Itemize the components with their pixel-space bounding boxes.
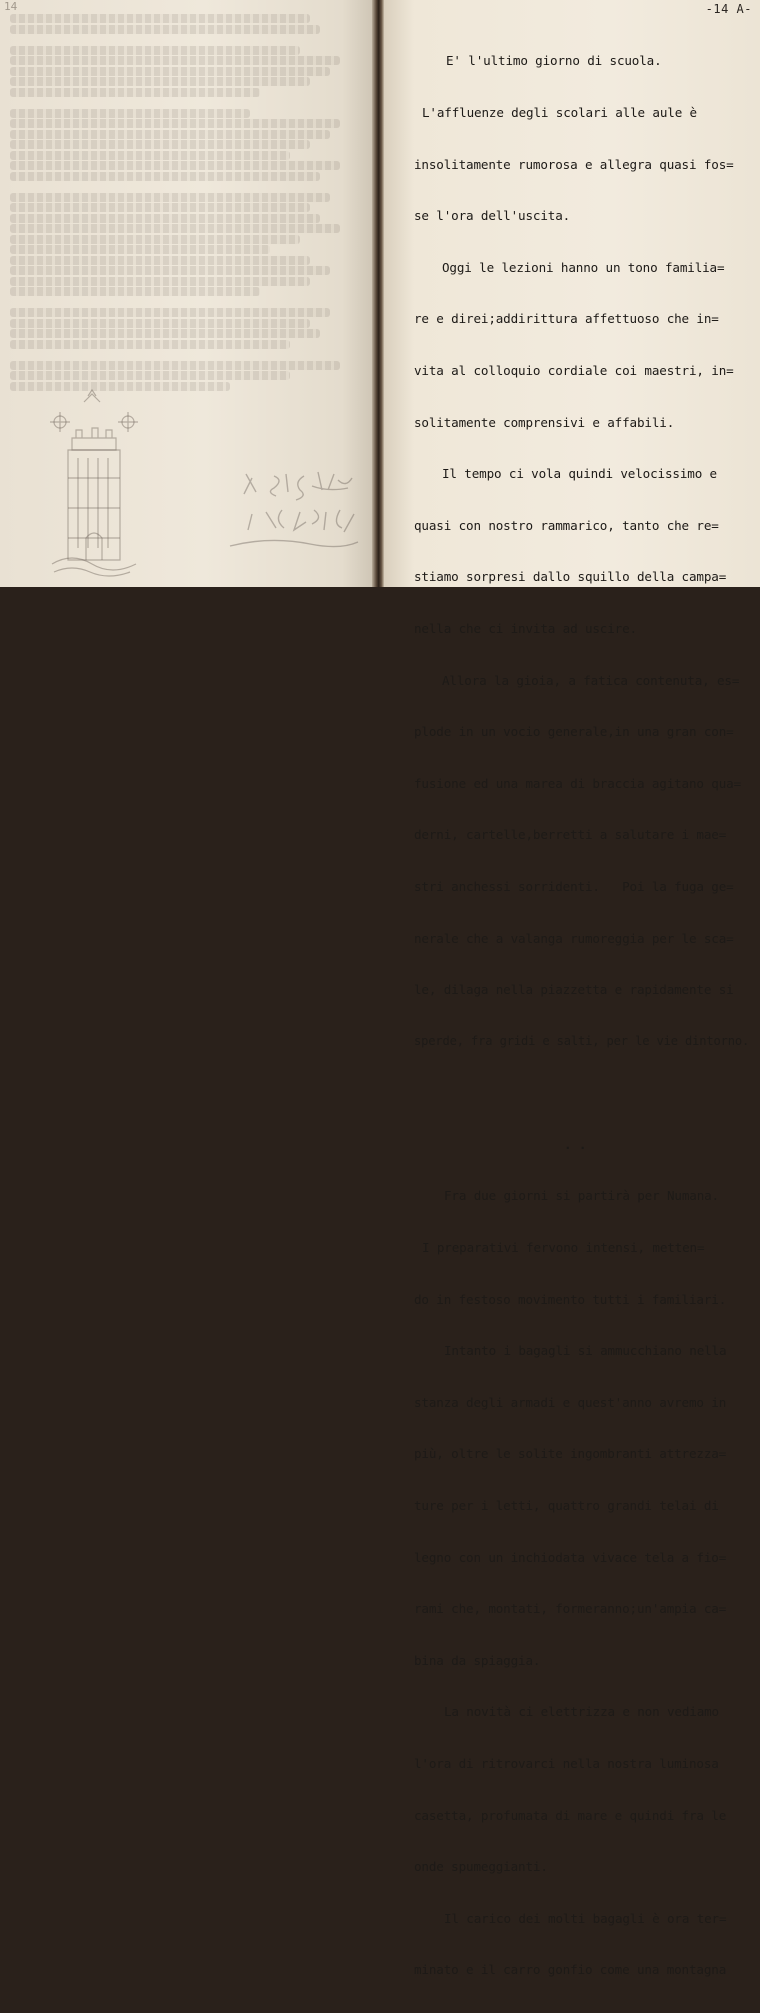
- bleed-through-line: [10, 256, 310, 265]
- text-line: Il tempo ci vola quindi velocissimo e: [442, 466, 717, 482]
- text-line: onde spumeggianti.: [414, 1859, 548, 1875]
- bleed-through-line: [10, 214, 320, 223]
- text-line: do in festoso movimento tutti i familiari.: [414, 1291, 727, 1307]
- bleed-through-line: [10, 203, 310, 212]
- book-gutter: [372, 0, 384, 587]
- text-line: quasi con nostro rammarico, tanto che re=: [414, 517, 719, 533]
- bleed-through-line: [10, 14, 310, 23]
- bleed-through-line: [10, 329, 320, 338]
- bleed-through-line: [10, 193, 330, 202]
- bleed-through-line: [10, 130, 330, 139]
- right-page: [384, 0, 760, 1978]
- bleed-through-line: [10, 109, 250, 118]
- bleed-through-line: [10, 371, 290, 380]
- text-line: I preparativi fervono intensi, metten=: [422, 1240, 705, 1256]
- text-line: Intanto i bagagli si ammucchiano nella: [444, 1343, 727, 1359]
- bleed-through-line: [10, 340, 290, 349]
- bleed-through-line: [10, 67, 330, 76]
- bleed-through-line: [10, 361, 340, 370]
- text-line: stri anchessi sorridenti. Poi la fuga ge=: [414, 878, 734, 894]
- text-line: bina da spiaggia.: [414, 1652, 541, 1668]
- bleed-through-line: [10, 56, 340, 65]
- text-line: casetta, profumata di mare e quindi fra le: [414, 1807, 727, 1823]
- left-page: [0, 0, 372, 587]
- text-line: plode in un vocio generale,in una gran con=: [414, 724, 734, 740]
- text-line: nella che ci invita ad uscire.: [414, 620, 637, 636]
- text-line: insolitamente rumorosa e allegra quasi fos=: [414, 156, 734, 172]
- text-line: stiamo sorpresi dallo squillo della campa=: [414, 569, 727, 585]
- text-line: nerale che a valanga rumoreggia per le sca=: [414, 930, 734, 946]
- text-line: vita al colloquio cordiale coi maestri, in=: [414, 362, 734, 378]
- bleed-through-line: [10, 245, 270, 254]
- text-line: [414, 1084, 750, 1101]
- text-line: rami che, montati, formeranno;un'ampia ca=: [414, 1601, 727, 1617]
- text-line: re e direi;addirittura affettuoso che in=: [414, 311, 719, 327]
- bleed-through-line: [10, 235, 300, 244]
- text-line: Il carico dei molti bagagli è ora ter=: [444, 1910, 727, 1926]
- bleed-through-line: [10, 151, 290, 160]
- text-line: minato e il carro gonfio come una montagna: [414, 1962, 727, 1978]
- text-line: sperde, fra gridi e salti, per le vie dintorno.: [414, 1033, 750, 1048]
- bleed-through-line: [10, 140, 310, 149]
- text-line: più, oltre le solite ingombranti attrezza=: [414, 1446, 727, 1462]
- text-line: derni, cartelle,berretti a salutare i mae=: [414, 827, 727, 843]
- bleed-through-line: [10, 46, 300, 55]
- bleed-through-line: [10, 277, 310, 286]
- text-line: ture per i letti, quattro grandi telai di: [414, 1498, 719, 1514]
- ghost-page-number: 14: [4, 0, 18, 13]
- text-line: stanza degli armadi e quest'anno avremo in: [414, 1394, 727, 1410]
- bleed-through-line: [10, 224, 340, 233]
- text-line: Allora la gioia, a fatica contenuta, es=: [442, 672, 740, 688]
- text-line: L'affluenze degli scolari alle aule è: [422, 105, 697, 120]
- text-line: legno con un inchiodata vivace tela a fio=: [414, 1549, 727, 1565]
- bleed-through-line: [10, 319, 310, 328]
- text-line: Fra due giorni si partirà per Numana.: [444, 1188, 719, 1204]
- text-line: fusione ed una marea di braccia agitano qua=: [414, 775, 742, 791]
- bleed-through-line: [10, 172, 320, 181]
- bleed-through-line: [10, 287, 260, 296]
- castle-sketch-icon: [48, 388, 138, 578]
- bleed-through-line: [10, 25, 320, 34]
- text-line: solitamente comprensivi e affabili.: [414, 414, 675, 430]
- bleed-through-line: [10, 161, 340, 170]
- text-line: le, dilaga nella piazzetta e rapidamente si: [414, 982, 734, 998]
- text-line: l'ora di ritrovarci nella nostra luminosa: [414, 1756, 719, 1771]
- signature-bleed: [222, 468, 362, 558]
- bleed-through-line: [10, 266, 330, 275]
- text-line: E' l'ultimo giorno di scuola.: [446, 53, 662, 69]
- bleed-through-line: [10, 77, 310, 86]
- typewritten-text: [414, 18, 750, 2013]
- text-line: se l'ora dell'uscita.: [414, 208, 571, 224]
- bleed-through-line: [10, 308, 330, 317]
- page-number: -14 A-: [705, 2, 752, 16]
- bleed-through-line: [10, 88, 260, 97]
- bleed-through-line: [10, 119, 340, 128]
- text-line: Oggi le lezioni hanno un tono familia=: [442, 259, 725, 275]
- text-line: La novità ci elettrizza e non vediamo: [444, 1704, 719, 1720]
- section-break: . .: [564, 1136, 587, 1152]
